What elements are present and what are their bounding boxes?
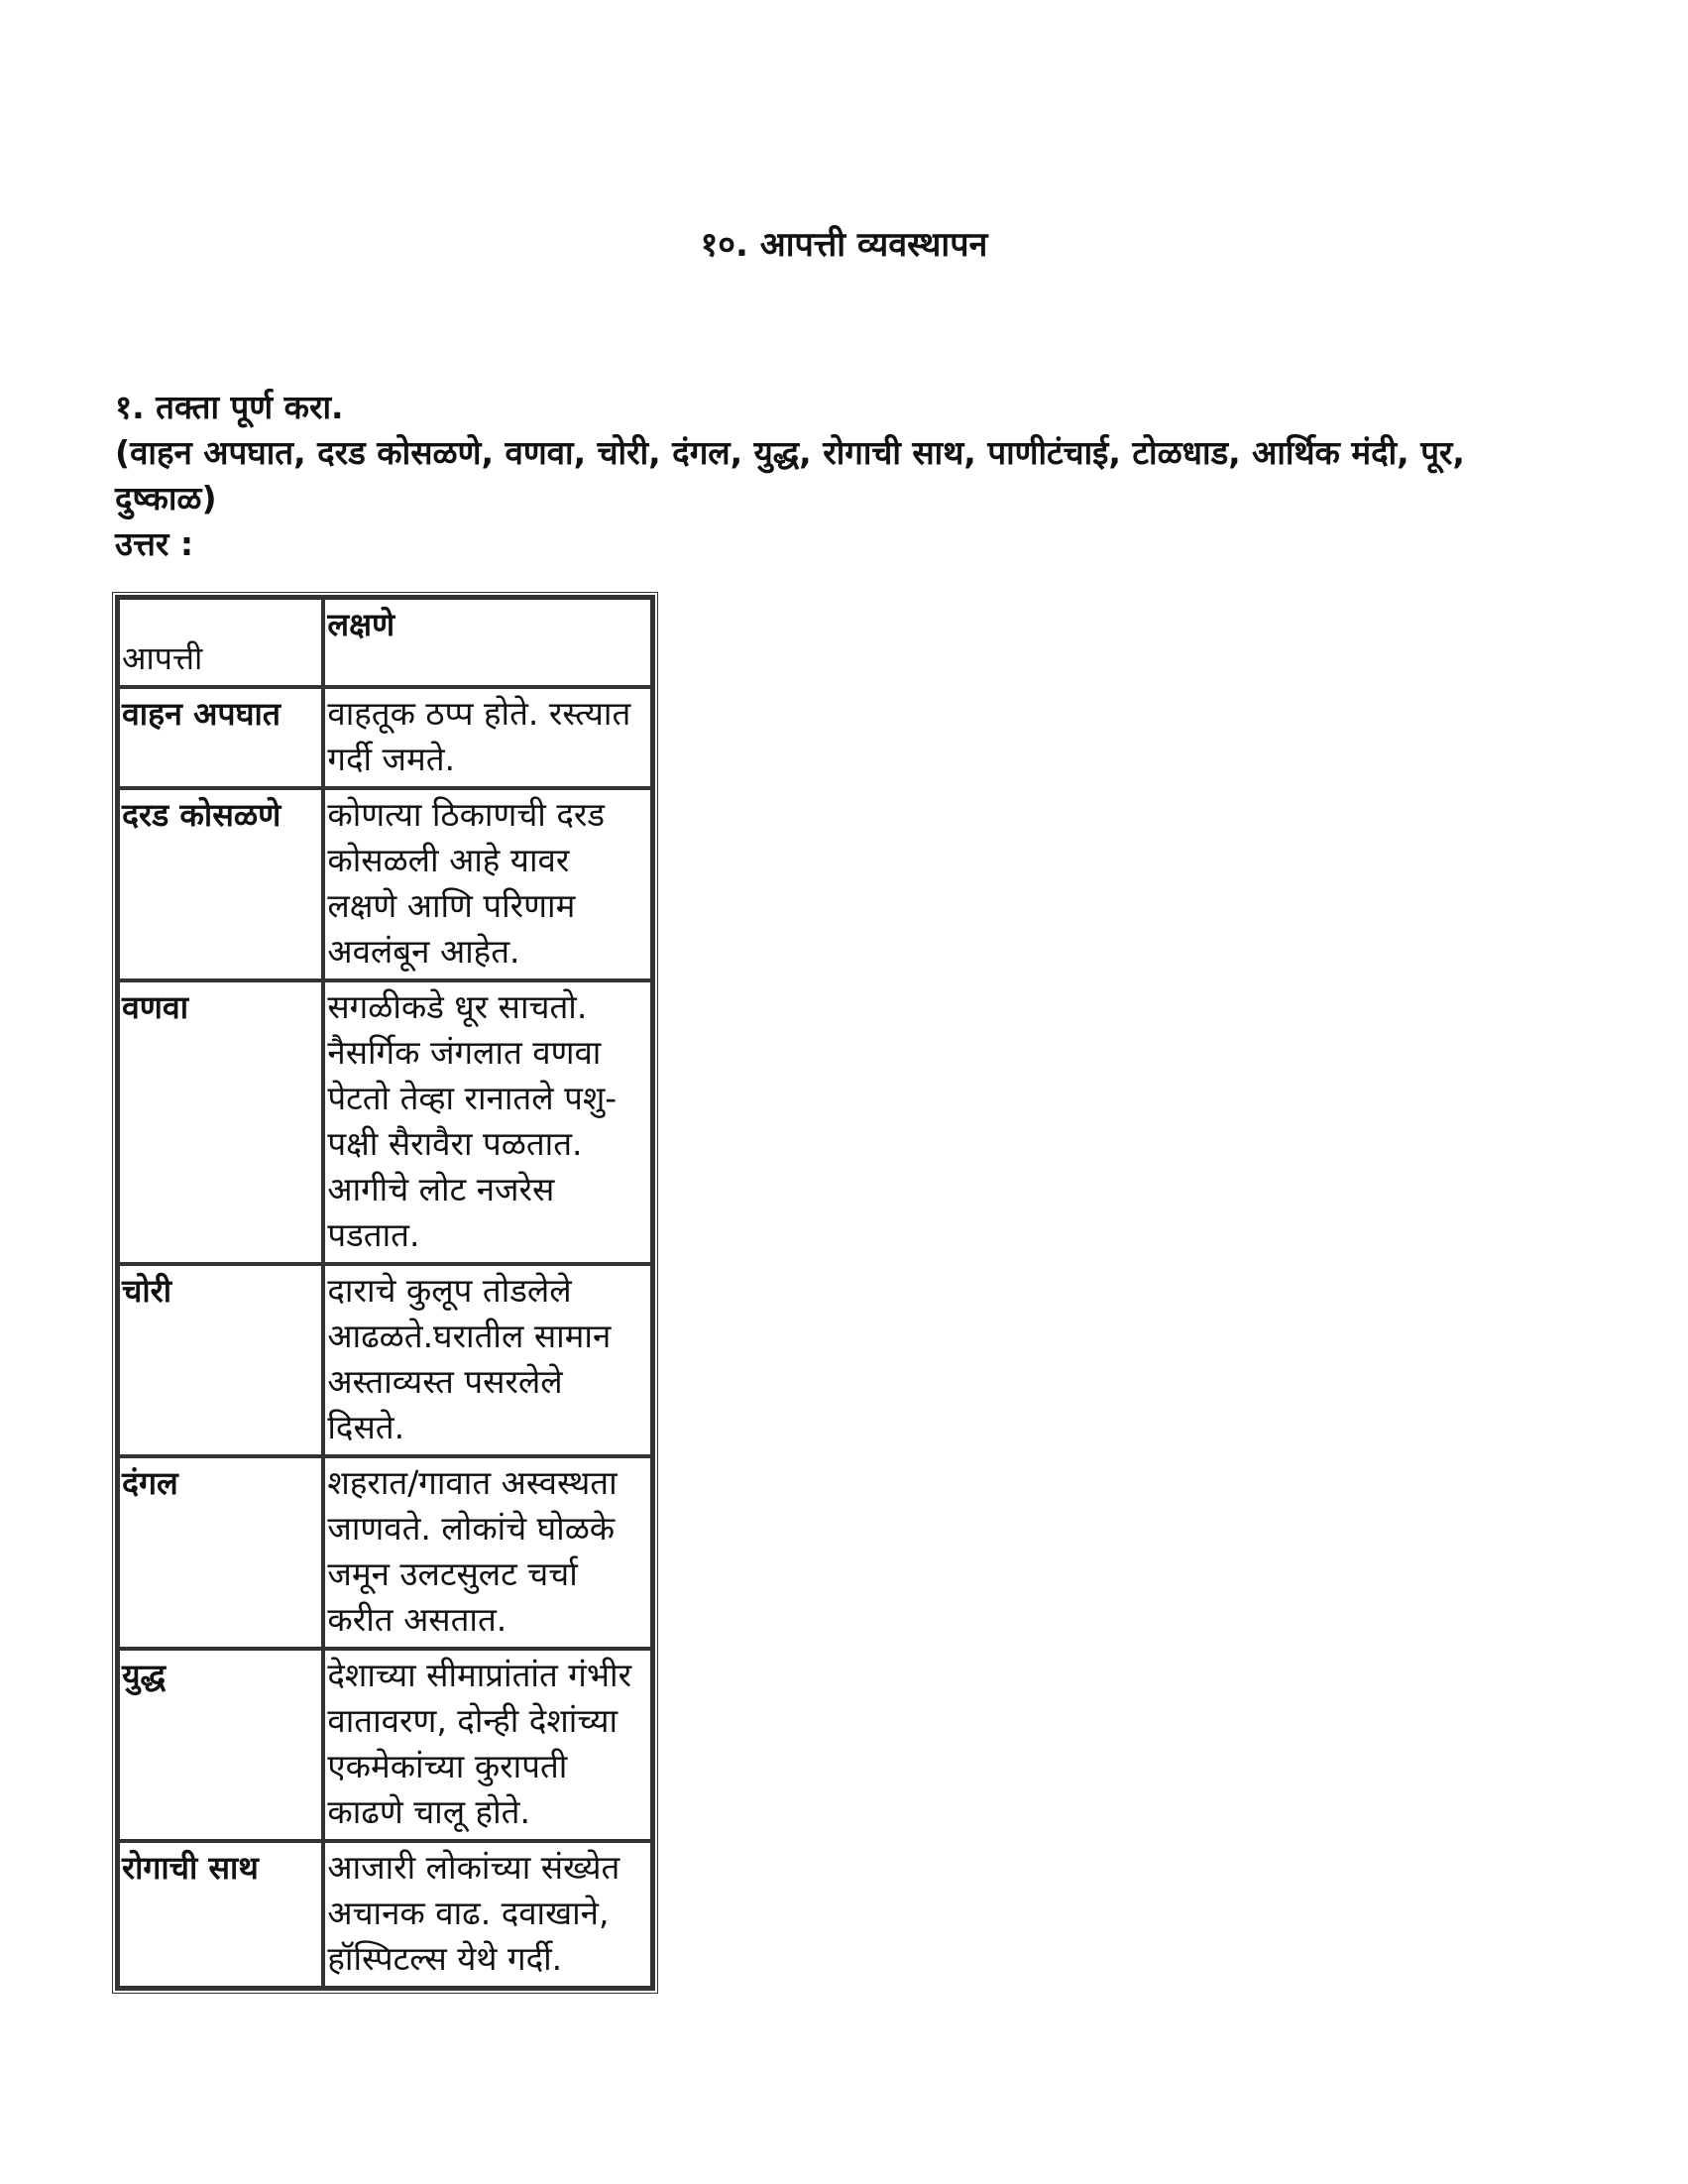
question-block: [115, 385, 1562, 567]
disaster-name-cell: चोरी: [118, 1264, 323, 1456]
disaster-name-cell: वणवा: [118, 980, 323, 1264]
disaster-table: [115, 595, 655, 1991]
disaster-symptoms-cell: आजारी लोकांच्या संख्येत अचानक वाढ. दवाखाने, हॉस्पिटल्स येथे गर्दी.: [323, 1841, 652, 1988]
table-row: [118, 1264, 652, 1456]
question-hint: (वाहन अपघात, दरड कोसळणे, वणवा, चोरी, दंगल, युद्ध, रोगाची साथ, पाणीटंचाई, टोळधाड, आर्थिक मंदी, पूर, दुष्काळ): [115, 433, 1465, 517]
disaster-symptoms-cell: वाहतूक ठप्प होते. रस्त्यात गर्दी जमते.: [323, 687, 652, 788]
disaster-name-cell: दरड कोसळणे: [118, 788, 323, 980]
table-row: [118, 687, 652, 788]
disaster-name-cell: रोगाची साथ: [118, 1841, 323, 1988]
table-row: [118, 1649, 652, 1841]
answer-label: उत्तर :: [115, 524, 194, 563]
table-row: [118, 980, 652, 1264]
disaster-symptoms-cell: कोणत्या ठिकाणची दरड कोसळली आहे यावर लक्षणे आणि परिणाम अवलंबून आहेत.: [323, 788, 652, 980]
disaster-name-cell: वाहन अपघात: [118, 687, 323, 788]
disaster-symptoms-cell: सगळीकडे धूर साचतो. नैसर्गिक जंगलात वणवा पेटतो तेव्हा रानातले पशु-पक्षी सैरावैरा पळतात. आगीचे लोट नजरेस पडतात.: [323, 980, 652, 1264]
disaster-symptoms-cell: शहरात/गावात अस्वस्थता जाणवते. लोकांचे घोळके जमून उलटसुलट चर्चा करीत असतात.: [323, 1456, 652, 1649]
disaster-symptoms-cell: देशाच्या सीमाप्रांतांत गंभीर वातावरण, दोन्ही देशांच्या एकमेकांच्या कुरापती काढणे चालू होते.: [323, 1649, 652, 1841]
question-heading: १. तक्ता पूर्ण करा.: [115, 388, 344, 426]
disaster-name-cell: दंगल: [118, 1456, 323, 1649]
table-row: [118, 788, 652, 980]
table-row: [118, 1456, 652, 1649]
table-header-row: [118, 598, 652, 687]
header-disaster: आपत्ती: [118, 598, 323, 687]
header-symptoms: लक्षणे: [323, 598, 652, 687]
table-row: [118, 1841, 652, 1988]
page-title: १०. आपत्ती व्यवस्थापन: [700, 225, 988, 265]
disaster-symptoms-cell: दाराचे कुलूप तोडलेले आढळते.घरातील सामान अस्ताव्यस्त पसरलेले दिसते.: [323, 1264, 652, 1456]
disaster-name-cell: युद्ध: [118, 1649, 323, 1841]
